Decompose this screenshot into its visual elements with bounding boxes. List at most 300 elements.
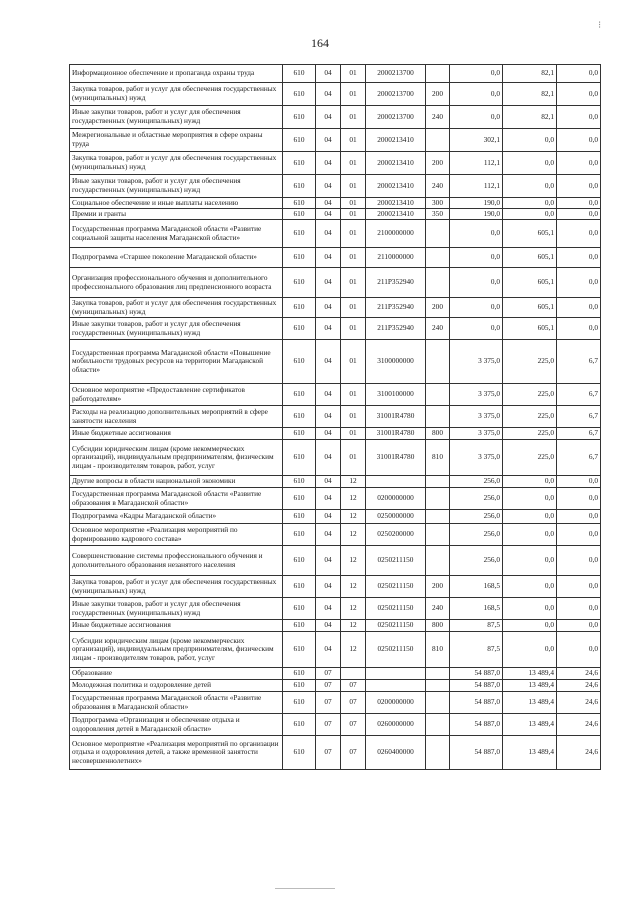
row-subsection-cell: 07: [341, 680, 366, 692]
row-target-article-cell: 0200000000: [366, 488, 426, 510]
row-value-1-cell: 112,1: [450, 152, 503, 175]
row-code-cell: 610: [283, 209, 316, 220]
row-expense-type-cell: [426, 692, 450, 714]
row-value-3-cell: 0,0: [557, 598, 601, 620]
row-value-3-cell: 6,7: [557, 428, 601, 440]
row-subsection-cell: 01: [341, 428, 366, 440]
row-value-2-cell: 0,0: [503, 488, 557, 510]
row-subsection-cell: 12: [341, 524, 366, 546]
row-value-2-cell: 0,0: [503, 152, 557, 175]
row-value-1-cell: 190,0: [450, 198, 503, 209]
table-body: [70, 65, 601, 770]
row-name-cell: Расходы на реализацию дополнительных мероприятий в сфере занятости населения: [70, 406, 283, 428]
row-code-cell: 610: [283, 175, 316, 198]
row-subsection-cell: 01: [341, 340, 366, 384]
row-target-article-cell: 0250200000: [366, 524, 426, 546]
row-name-cell: Государственная программа Магаданской области «Развитие образования в Магаданской области»: [70, 488, 283, 510]
row-value-2-cell: 13 489,4: [503, 668, 557, 680]
row-subsection-cell: 01: [341, 220, 366, 248]
row-section-cell: 04: [316, 440, 341, 476]
table-row: [70, 175, 601, 198]
row-expense-type-cell: [426, 384, 450, 406]
table-row: [70, 209, 601, 220]
row-expense-type-cell: 350: [426, 209, 450, 220]
row-code-cell: 610: [283, 620, 316, 632]
row-section-cell: 07: [316, 736, 341, 770]
row-value-1-cell: 0,0: [450, 248, 503, 268]
row-value-2-cell: 0,0: [503, 524, 557, 546]
row-subsection-cell: 12: [341, 488, 366, 510]
row-expense-type-cell: 240: [426, 175, 450, 198]
row-subsection-cell: 01: [341, 268, 366, 298]
row-name-cell: Субсидии юридическим лицам (кроме некоммерческих организаций), индивидуальным предпринимателям, физическим лицам - производителям товаров, работ, услуг: [70, 632, 283, 668]
row-value-3-cell: 0,0: [557, 510, 601, 524]
row-target-article-cell: [366, 680, 426, 692]
table-row: [70, 680, 601, 692]
row-target-article-cell: 2000213410: [366, 152, 426, 175]
row-subsection-cell: 01: [341, 152, 366, 175]
row-value-1-cell: 256,0: [450, 510, 503, 524]
row-value-3-cell: 0,0: [557, 152, 601, 175]
row-expense-type-cell: 800: [426, 620, 450, 632]
row-value-1-cell: 190,0: [450, 209, 503, 220]
row-section-cell: 04: [316, 248, 341, 268]
row-value-1-cell: 87,5: [450, 632, 503, 668]
row-value-2-cell: 0,0: [503, 198, 557, 209]
row-subsection-cell: 12: [341, 632, 366, 668]
row-value-1-cell: 54 887,0: [450, 680, 503, 692]
row-value-1-cell: 0,0: [450, 298, 503, 318]
row-value-2-cell: 13 489,4: [503, 736, 557, 770]
row-name-cell: Социальное обеспечение и иные выплаты населению: [70, 198, 283, 209]
row-section-cell: 04: [316, 198, 341, 209]
row-value-3-cell: 24,6: [557, 736, 601, 770]
row-code-cell: 610: [283, 340, 316, 384]
table-row: [70, 476, 601, 488]
table-row: [70, 632, 601, 668]
row-target-article-cell: 3100100000: [366, 384, 426, 406]
row-target-article-cell: 2000213410: [366, 198, 426, 209]
row-value-1-cell: 0,0: [450, 106, 503, 129]
table-row: [70, 620, 601, 632]
row-code-cell: 610: [283, 692, 316, 714]
row-value-2-cell: 0,0: [503, 129, 557, 152]
row-value-3-cell: 6,7: [557, 384, 601, 406]
row-name-cell: Совершенствование системы профессионального обучения и дополнительного образования незанятого населения: [70, 546, 283, 576]
row-subsection-cell: 01: [341, 198, 366, 209]
row-value-1-cell: 0,0: [450, 318, 503, 340]
row-name-cell: Другие вопросы в области национальной экономики: [70, 476, 283, 488]
row-value-1-cell: 256,0: [450, 546, 503, 576]
row-value-2-cell: 225,0: [503, 384, 557, 406]
row-target-article-cell: 3100000000: [366, 340, 426, 384]
row-subsection-cell: 01: [341, 129, 366, 152]
table-row: [70, 546, 601, 576]
row-value-3-cell: 6,7: [557, 440, 601, 476]
row-subsection-cell: 01: [341, 65, 366, 83]
table-row: [70, 318, 601, 340]
row-target-article-cell: 0200000000: [366, 692, 426, 714]
row-value-2-cell: 605,1: [503, 268, 557, 298]
row-target-article-cell: 2100000000: [366, 220, 426, 248]
row-subsection-cell: 01: [341, 318, 366, 340]
table-row: [70, 714, 601, 736]
row-expense-type-cell: [426, 340, 450, 384]
row-subsection-cell: 12: [341, 576, 366, 598]
row-code-cell: 610: [283, 65, 316, 83]
row-subsection-cell: 12: [341, 476, 366, 488]
row-target-article-cell: 0250211150: [366, 620, 426, 632]
table-row: [70, 65, 601, 83]
row-value-3-cell: 0,0: [557, 198, 601, 209]
row-code-cell: 610: [283, 440, 316, 476]
row-value-3-cell: 6,7: [557, 340, 601, 384]
row-code-cell: 610: [283, 546, 316, 576]
row-code-cell: 610: [283, 83, 316, 106]
row-name-cell: Премии и гранты: [70, 209, 283, 220]
row-value-3-cell: 0,0: [557, 83, 601, 106]
row-value-3-cell: 0,0: [557, 268, 601, 298]
row-value-3-cell: 0,0: [557, 524, 601, 546]
row-section-cell: 04: [316, 298, 341, 318]
row-value-2-cell: 225,0: [503, 440, 557, 476]
row-section-cell: 07: [316, 692, 341, 714]
row-subsection-cell: 12: [341, 598, 366, 620]
table-row: [70, 248, 601, 268]
row-expense-type-cell: [426, 476, 450, 488]
row-value-3-cell: 24,6: [557, 692, 601, 714]
table-row: [70, 83, 601, 106]
row-target-article-cell: 2000213410: [366, 129, 426, 152]
row-code-cell: 610: [283, 406, 316, 428]
row-subsection-cell: 01: [341, 106, 366, 129]
table-row: [70, 268, 601, 298]
row-expense-type-cell: 240: [426, 318, 450, 340]
row-target-article-cell: 31001R4780: [366, 406, 426, 428]
row-code-cell: 610: [283, 524, 316, 546]
row-code-cell: 610: [283, 318, 316, 340]
row-subsection-cell: 01: [341, 440, 366, 476]
row-value-2-cell: 13 489,4: [503, 680, 557, 692]
row-target-article-cell: 0250211150: [366, 576, 426, 598]
row-value-3-cell: 0,0: [557, 209, 601, 220]
row-expense-type-cell: 810: [426, 440, 450, 476]
row-target-article-cell: [366, 476, 426, 488]
row-value-3-cell: 6,7: [557, 406, 601, 428]
row-expense-type-cell: 240: [426, 598, 450, 620]
table-row: [70, 576, 601, 598]
row-code-cell: 610: [283, 298, 316, 318]
row-name-cell: Основное мероприятие «Предоставление сертификатов работодателям»: [70, 384, 283, 406]
table-row: [70, 736, 601, 770]
table-row: [70, 510, 601, 524]
row-target-article-cell: 0250211150: [366, 546, 426, 576]
row-expense-type-cell: [426, 668, 450, 680]
row-value-3-cell: 0,0: [557, 106, 601, 129]
row-section-cell: 04: [316, 209, 341, 220]
table-row: [70, 598, 601, 620]
row-value-1-cell: 256,0: [450, 476, 503, 488]
row-name-cell: Иные бюджетные ассигнования: [70, 620, 283, 632]
row-expense-type-cell: [426, 406, 450, 428]
row-section-cell: 04: [316, 488, 341, 510]
row-expense-type-cell: 800: [426, 428, 450, 440]
row-code-cell: 610: [283, 129, 316, 152]
row-value-3-cell: 0,0: [557, 175, 601, 198]
row-subsection-cell: 01: [341, 298, 366, 318]
row-section-cell: 04: [316, 220, 341, 248]
row-expense-type-cell: 810: [426, 632, 450, 668]
row-name-cell: Государственная программа Магаданской области «Развитие образования в Магаданской области»: [70, 692, 283, 714]
row-value-1-cell: 0,0: [450, 268, 503, 298]
row-name-cell: Подпрограмма «Организация и обеспечение отдыха и оздоровления детей в Магаданской области»: [70, 714, 283, 736]
row-value-3-cell: 0,0: [557, 632, 601, 668]
row-value-2-cell: 605,1: [503, 298, 557, 318]
row-value-1-cell: 168,5: [450, 576, 503, 598]
table-row: [70, 152, 601, 175]
row-target-article-cell: 211P352940: [366, 318, 426, 340]
row-value-1-cell: 54 887,0: [450, 714, 503, 736]
row-value-3-cell: 0,0: [557, 65, 601, 83]
table-row: [70, 129, 601, 152]
row-value-2-cell: 0,0: [503, 175, 557, 198]
row-name-cell: Иные бюджетные ассигнования: [70, 428, 283, 440]
row-name-cell: Иные закупки товаров, работ и услуг для обеспечения государственных (муниципальных) нужд: [70, 318, 283, 340]
row-name-cell: Подпрограмма «Кадры Магаданской области»: [70, 510, 283, 524]
table-row: [70, 692, 601, 714]
row-target-article-cell: 0250000000: [366, 510, 426, 524]
row-code-cell: 610: [283, 248, 316, 268]
row-value-3-cell: 24,6: [557, 680, 601, 692]
row-name-cell: Государственная программа Магаданской области «Повышение мобильности трудовых ресурсов на территории Магаданской области»: [70, 340, 283, 384]
row-value-2-cell: 605,1: [503, 220, 557, 248]
row-value-3-cell: 0,0: [557, 576, 601, 598]
row-subsection-cell: 01: [341, 209, 366, 220]
row-expense-type-cell: [426, 714, 450, 736]
row-value-1-cell: 3 375,0: [450, 384, 503, 406]
row-section-cell: 04: [316, 106, 341, 129]
row-value-1-cell: 0,0: [450, 83, 503, 106]
row-name-cell: Субсидии юридическим лицам (кроме некоммерческих организаций), индивидуальным предпринимателям, физическим лицам - производителям товаров, работ, услуг: [70, 440, 283, 476]
row-name-cell: Основное мероприятие «Реализация мероприятий по формированию кадрового состава»: [70, 524, 283, 546]
corner-mark: ⁝: [598, 20, 602, 31]
table-row: [70, 384, 601, 406]
row-value-2-cell: 605,1: [503, 318, 557, 340]
row-subsection-cell: 07: [341, 692, 366, 714]
row-code-cell: 610: [283, 152, 316, 175]
row-expense-type-cell: 200: [426, 152, 450, 175]
row-expense-type-cell: [426, 220, 450, 248]
row-section-cell: 04: [316, 175, 341, 198]
page-number: 164: [311, 36, 329, 50]
row-value-1-cell: 54 887,0: [450, 736, 503, 770]
row-section-cell: 04: [316, 152, 341, 175]
row-subsection-cell: 01: [341, 384, 366, 406]
row-name-cell: Государственная программа Магаданской области «Развитие социальной защиты населения Магаданской области»: [70, 220, 283, 248]
row-value-3-cell: 0,0: [557, 476, 601, 488]
row-name-cell: Организация профессионального обучения и дополнительного профессионального образования лиц предпенсионного возраста: [70, 268, 283, 298]
row-expense-type-cell: [426, 65, 450, 83]
row-value-2-cell: 225,0: [503, 406, 557, 428]
row-value-1-cell: 0,0: [450, 220, 503, 248]
row-section-cell: 04: [316, 83, 341, 106]
row-target-article-cell: 0250211150: [366, 632, 426, 668]
table-row: [70, 428, 601, 440]
row-section-cell: 04: [316, 476, 341, 488]
row-section-cell: 04: [316, 598, 341, 620]
row-value-2-cell: 13 489,4: [503, 692, 557, 714]
row-name-cell: Иные закупки товаров, работ и услуг для обеспечения государственных (муниципальных) нужд: [70, 175, 283, 198]
row-value-2-cell: 13 489,4: [503, 714, 557, 736]
row-value-3-cell: 24,6: [557, 714, 601, 736]
row-subsection-cell: 07: [341, 714, 366, 736]
row-value-2-cell: 82,1: [503, 65, 557, 83]
row-value-3-cell: 0,0: [557, 248, 601, 268]
row-code-cell: 610: [283, 106, 316, 129]
row-subsection-cell: 01: [341, 175, 366, 198]
row-code-cell: 610: [283, 680, 316, 692]
row-value-1-cell: 256,0: [450, 524, 503, 546]
row-section-cell: 04: [316, 318, 341, 340]
row-expense-type-cell: [426, 510, 450, 524]
row-value-1-cell: 54 887,0: [450, 668, 503, 680]
row-target-article-cell: 31001R4780: [366, 428, 426, 440]
row-value-2-cell: 605,1: [503, 248, 557, 268]
row-section-cell: 04: [316, 65, 341, 83]
row-expense-type-cell: 200: [426, 576, 450, 598]
table-row: [70, 406, 601, 428]
row-name-cell: Межрегиональные и областные мероприятия в сфере охраны труда: [70, 129, 283, 152]
row-subsection-cell: 01: [341, 406, 366, 428]
row-value-3-cell: 0,0: [557, 318, 601, 340]
table-row: [70, 524, 601, 546]
row-value-1-cell: 0,0: [450, 65, 503, 83]
row-section-cell: 04: [316, 632, 341, 668]
row-target-article-cell: 2110000000: [366, 248, 426, 268]
row-value-3-cell: 24,6: [557, 668, 601, 680]
row-value-1-cell: 54 887,0: [450, 692, 503, 714]
row-section-cell: 04: [316, 384, 341, 406]
row-code-cell: 610: [283, 598, 316, 620]
row-value-2-cell: 82,1: [503, 106, 557, 129]
row-code-cell: 610: [283, 476, 316, 488]
row-code-cell: 610: [283, 428, 316, 440]
row-expense-type-cell: 200: [426, 298, 450, 318]
row-value-1-cell: 3 375,0: [450, 440, 503, 476]
row-subsection-cell: 12: [341, 546, 366, 576]
row-section-cell: 04: [316, 620, 341, 632]
table-row: [70, 440, 601, 476]
table-row: [70, 488, 601, 510]
row-value-2-cell: 0,0: [503, 620, 557, 632]
row-value-1-cell: 3 375,0: [450, 340, 503, 384]
table-row: [70, 220, 601, 248]
row-code-cell: 610: [283, 736, 316, 770]
row-expense-type-cell: [426, 268, 450, 298]
row-code-cell: 610: [283, 576, 316, 598]
row-target-article-cell: 2000213410: [366, 209, 426, 220]
row-value-1-cell: 256,0: [450, 488, 503, 510]
row-expense-type-cell: 300: [426, 198, 450, 209]
row-code-cell: 610: [283, 668, 316, 680]
row-target-article-cell: 31001R4780: [366, 440, 426, 476]
row-target-article-cell: 0260000000: [366, 714, 426, 736]
row-name-cell: Закупка товаров, работ и услуг для обеспечения государственных (муниципальных) нужд: [70, 83, 283, 106]
row-name-cell: Информационное обеспечение и пропаганда охраны труда: [70, 65, 283, 83]
row-code-cell: 610: [283, 510, 316, 524]
row-code-cell: 610: [283, 198, 316, 209]
row-code-cell: 610: [283, 268, 316, 298]
table-row: [70, 340, 601, 384]
row-code-cell: 610: [283, 220, 316, 248]
row-expense-type-cell: [426, 488, 450, 510]
row-value-1-cell: 3 375,0: [450, 406, 503, 428]
row-value-2-cell: 225,0: [503, 340, 557, 384]
row-value-2-cell: 0,0: [503, 476, 557, 488]
row-value-2-cell: 0,0: [503, 598, 557, 620]
bottom-divider: [275, 888, 335, 889]
row-name-cell: Подпрограмма «Старшее поколение Магаданской области»: [70, 248, 283, 268]
row-section-cell: 04: [316, 546, 341, 576]
row-section-cell: 07: [316, 680, 341, 692]
row-subsection-cell: 12: [341, 620, 366, 632]
row-subsection-cell: 01: [341, 248, 366, 268]
row-target-article-cell: 0260400000: [366, 736, 426, 770]
budget-table: [69, 64, 601, 770]
row-name-cell: Закупка товаров, работ и услуг для обеспечения государственных (муниципальных) нужд: [70, 576, 283, 598]
row-section-cell: 04: [316, 406, 341, 428]
row-value-3-cell: 0,0: [557, 298, 601, 318]
row-expense-type-cell: [426, 129, 450, 152]
row-subsection-cell: 07: [341, 736, 366, 770]
row-name-cell: Молодежная политика и оздоровление детей: [70, 680, 283, 692]
row-subsection-cell: 01: [341, 83, 366, 106]
row-name-cell: Закупка товаров, работ и услуг для обеспечения государственных (муниципальных) нужд: [70, 298, 283, 318]
table-row: [70, 668, 601, 680]
row-expense-type-cell: 240: [426, 106, 450, 129]
row-target-article-cell: 211P352940: [366, 268, 426, 298]
row-code-cell: 610: [283, 714, 316, 736]
row-target-article-cell: 2000213700: [366, 106, 426, 129]
row-expense-type-cell: [426, 546, 450, 576]
row-value-1-cell: 87,5: [450, 620, 503, 632]
row-value-3-cell: 0,0: [557, 129, 601, 152]
row-name-cell: Иные закупки товаров, работ и услуг для обеспечения государственных (муниципальных) нужд: [70, 106, 283, 129]
row-target-article-cell: [366, 668, 426, 680]
row-value-3-cell: 0,0: [557, 488, 601, 510]
row-target-article-cell: 211P352940: [366, 298, 426, 318]
row-target-article-cell: 2000213700: [366, 83, 426, 106]
row-value-1-cell: 112,1: [450, 175, 503, 198]
row-name-cell: Иные закупки товаров, работ и услуг для обеспечения государственных (муниципальных) нужд: [70, 598, 283, 620]
row-subsection-cell: 12: [341, 510, 366, 524]
row-target-article-cell: 2000213700: [366, 65, 426, 83]
row-expense-type-cell: [426, 680, 450, 692]
row-section-cell: 04: [316, 524, 341, 546]
row-value-2-cell: 0,0: [503, 576, 557, 598]
row-value-2-cell: 82,1: [503, 83, 557, 106]
row-value-2-cell: 0,0: [503, 546, 557, 576]
row-section-cell: 04: [316, 576, 341, 598]
row-expense-type-cell: [426, 736, 450, 770]
row-value-2-cell: 0,0: [503, 632, 557, 668]
row-code-cell: 610: [283, 384, 316, 406]
row-code-cell: 610: [283, 488, 316, 510]
row-section-cell: 04: [316, 129, 341, 152]
row-expense-type-cell: 200: [426, 83, 450, 106]
row-value-1-cell: 302,1: [450, 129, 503, 152]
row-name-cell: Образование: [70, 668, 283, 680]
